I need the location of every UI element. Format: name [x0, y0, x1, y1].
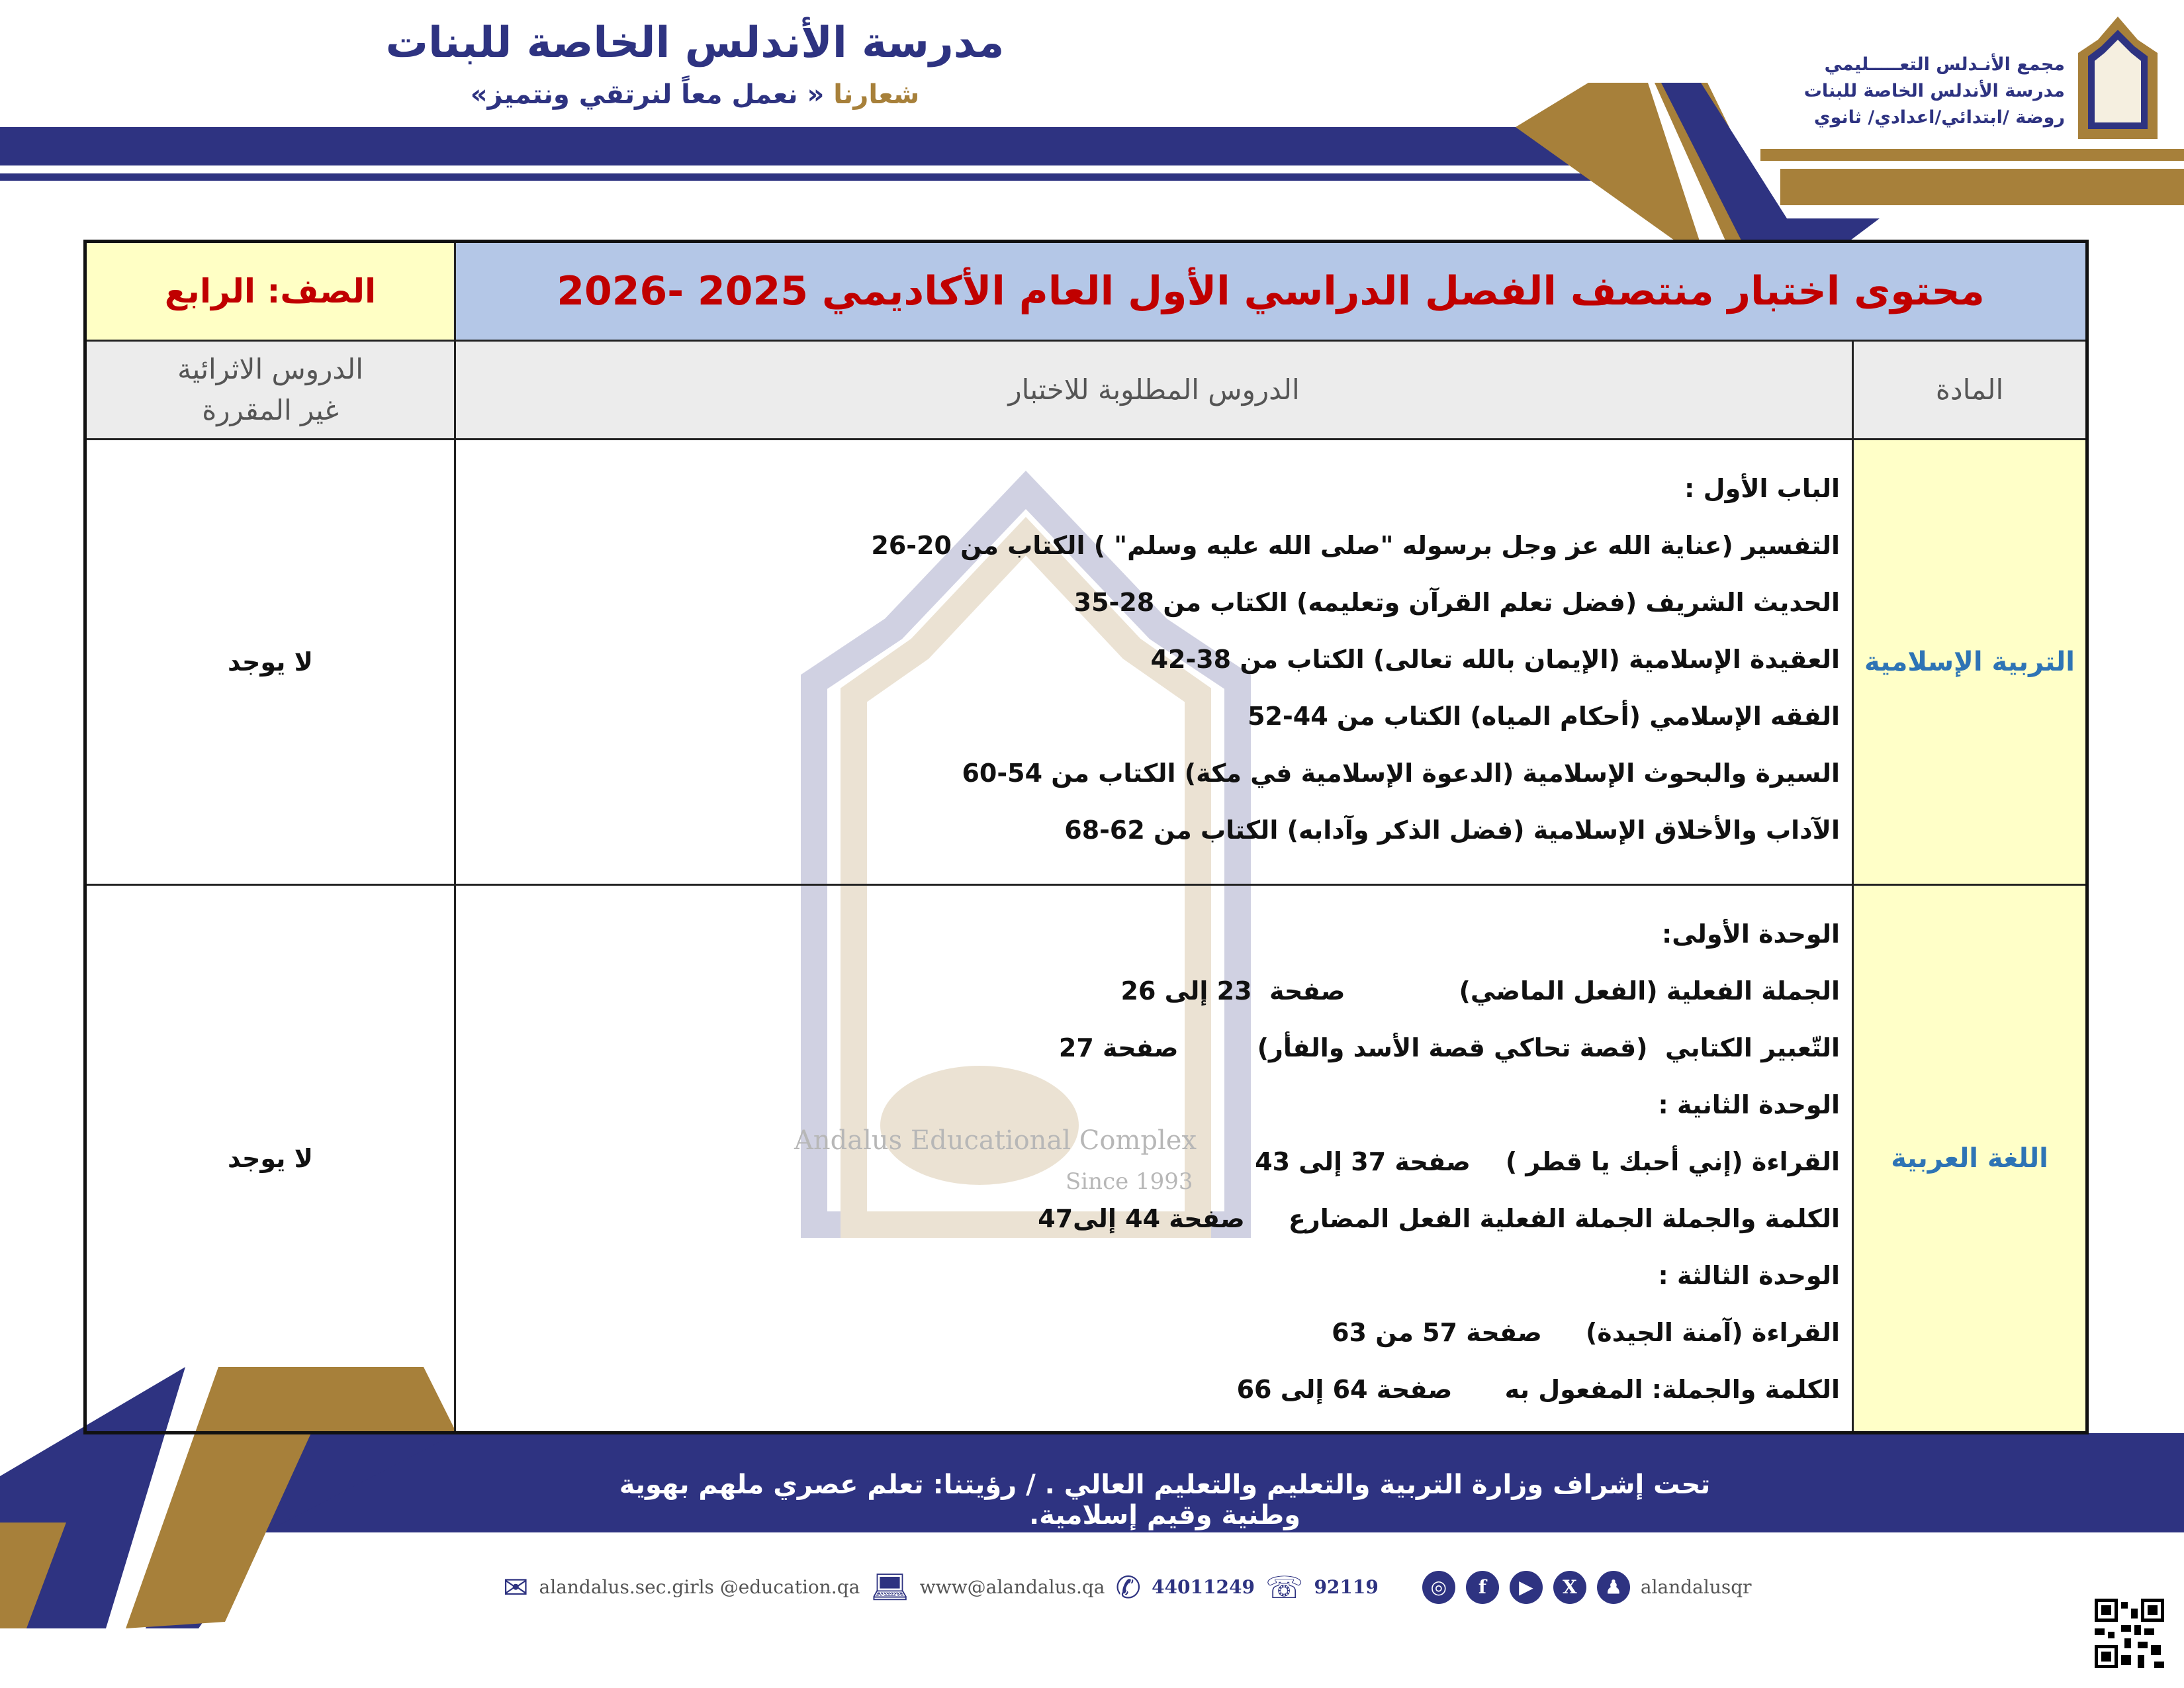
enrichment-cell: لا يوجد: [85, 440, 455, 885]
watermark-text: Andalus Educational Complex: [794, 1125, 1197, 1156]
col-subject: المادة: [1853, 341, 2087, 440]
table-row: [85, 885, 2087, 1433]
exam-content-table: [83, 240, 2089, 1434]
enrichment-cell: لا يوجد: [85, 885, 455, 1433]
youtube-icon[interactable]: ▶: [1510, 1571, 1543, 1604]
email-icon: ✉: [503, 1569, 529, 1605]
lessons-cell: [455, 440, 1853, 885]
facebook-icon[interactable]: f: [1466, 1571, 1499, 1604]
lesson-line: الفقه الإسلامي (أحكام المياه) الكتاب من 44-52: [1248, 702, 1840, 731]
lesson-line: الوحدة الأولى:: [1662, 919, 1840, 949]
slogan-label: شعارنا: [833, 79, 920, 110]
lesson-line: الجملة الفعلية (الفعل الماضي) صفحة 23 إلى 26: [1120, 976, 1840, 1006]
lesson-line: الوحدة الثانية :: [1658, 1090, 1840, 1119]
school-slogan: [371, 79, 1019, 110]
slogan-text: « نعمل معاً لنرتقي ونتميز»: [470, 79, 825, 110]
logo-line: مدرسة الأندلس الخاصة للبنات: [1803, 81, 2065, 101]
lesson-line: الحديث الشريف (فضل تعلم القرآن وتعليمه) الكتاب من 28-35: [1073, 588, 1840, 617]
school-name: مدرسة الأندلس الخاصة للبنات: [385, 19, 1005, 68]
instagram-icon[interactable]: ◎: [1422, 1571, 1455, 1604]
footer-short-number: 92119: [1314, 1576, 1379, 1598]
subject-cell: التربية الإسلامية: [1853, 440, 2087, 885]
col-lessons: الدروس المطلوبة للاختبار: [455, 341, 1853, 440]
col-enrichment-line1: الدروس الاثرائية: [177, 353, 363, 385]
lesson-line: الوحدة الثالثة :: [1658, 1261, 1840, 1290]
phone-icon: ✆: [1115, 1569, 1142, 1605]
footer-phone: 44011249: [1152, 1576, 1255, 1598]
lesson-line: الآداب والأخلاق الإسلامية (فضل الذكر وآدابه) الكتاب من 62-68: [1064, 816, 1840, 845]
watermark-since: Since 1993: [1066, 1168, 1193, 1195]
x-twitter-icon[interactable]: X: [1553, 1571, 1586, 1604]
lesson-line: العقيدة الإسلامية (الإيمان بالله تعالى) الكتاب من 38-42: [1150, 645, 1840, 674]
table-header-row: [85, 341, 2087, 440]
lesson-line: السيرة والبحوث الإسلامية (الدعوة الإسلامية في مكة) الكتاب من 54-60: [962, 759, 1840, 788]
col-enrichment: [85, 341, 455, 440]
lesson-line: القراءة (آمنة الجيدة) صفحة 57 من 63: [1332, 1318, 1840, 1347]
col-enrichment-line2: غير المقررة: [202, 394, 339, 426]
laptop-icon: 💻︎: [870, 1569, 909, 1605]
subject-cell: اللغة العربية: [1853, 885, 2087, 1433]
whatsapp-icon: ☏: [1265, 1569, 1304, 1605]
logo-line: روضة /ابتدائي/اعدادي/ ثانوي: [1813, 107, 2065, 128]
footer-email[interactable]: alandalus.sec.girls @education.qa: [539, 1576, 860, 1598]
table-title: محتوى اختبار منتصف الفصل الدراسي الأول العام الأكاديمي 2025 -2026: [455, 242, 2087, 341]
lesson-line: الباب الأول :: [1684, 474, 1840, 503]
lesson-line: التّعبير الكتابي (قصة تحاكي قصة الأسد والفأر) صفحة 27: [1058, 1033, 1840, 1062]
lesson-line: الكلمة والجملة الجملة الفعلية الفعل المضارع صفحة 44 إلى47: [1038, 1204, 1840, 1233]
snapchat-icon[interactable]: ♟: [1597, 1571, 1630, 1604]
lesson-line: التفسير (عناية الله عز وجل برسوله "صلى الله عليه وسلم" ) الكتاب من 20-26: [871, 531, 1840, 560]
logo-line: مجمع الأنـدلس التعـــــليمي: [1824, 54, 2065, 75]
lessons-cell: [455, 885, 1853, 1433]
qr-code-icon: [2095, 1599, 2164, 1668]
school-logo-icon: [2071, 13, 2164, 146]
footer-contacts: [503, 1569, 1752, 1605]
lesson-line: الكلمة والجملة: المفعول به صفحة 64 إلى 66: [1236, 1375, 1840, 1404]
grade-label: الصف: الرابع: [85, 242, 455, 341]
footer-website[interactable]: www@alandalus.qa: [919, 1576, 1105, 1598]
footer-supervision: تحت إشراف وزارة التربية والتعليم والتعليم العالي . / رؤيتنا: تعلم عصري ملهم بهوية وطنية وقيم إسلامية.: [619, 1470, 1711, 1530]
table-title-row: [85, 242, 2087, 341]
logo-text: [1787, 52, 2065, 131]
footer-social-handle[interactable]: alandalusqr: [1640, 1576, 1752, 1598]
table-row: [85, 440, 2087, 885]
lesson-line: القراءة (إني أحبك يا قطر ) صفحة 37 إلى 43: [1255, 1147, 1840, 1176]
